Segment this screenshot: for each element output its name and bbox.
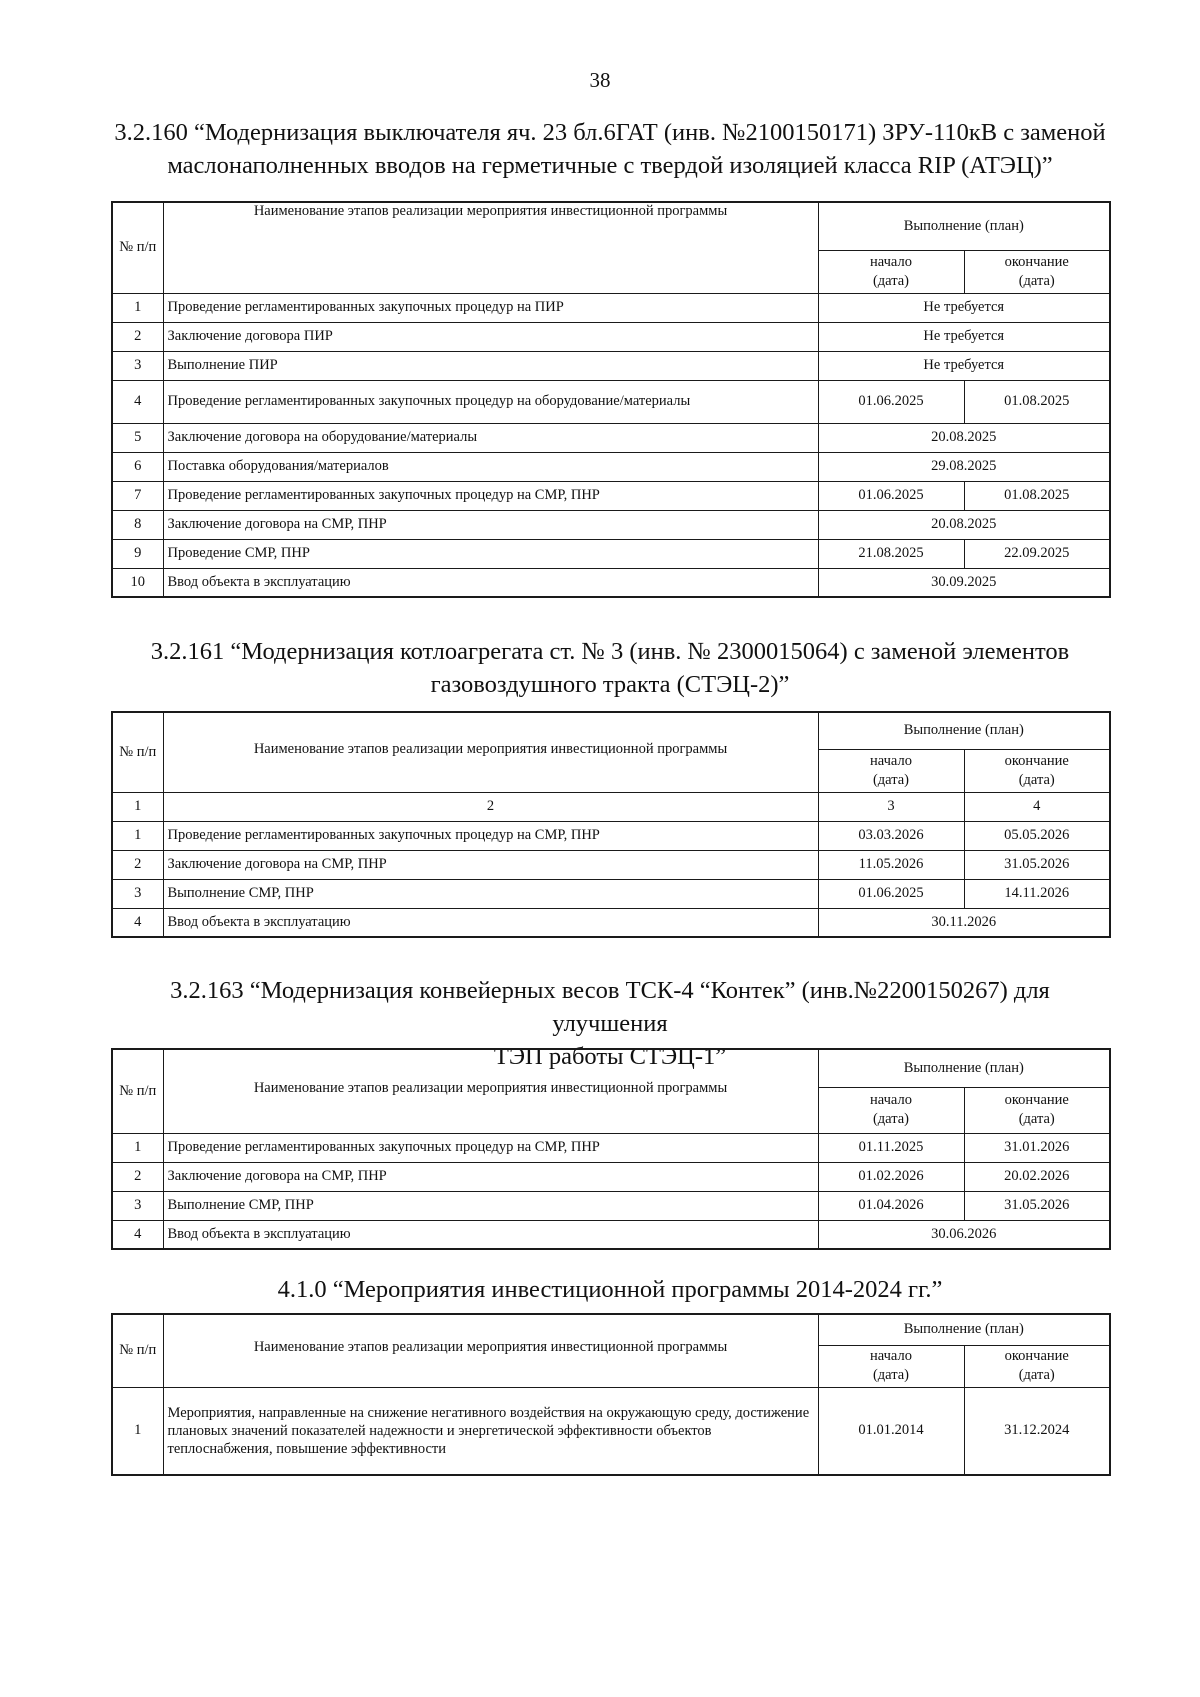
section-title-line: 3.2.161 “Модернизация котлоагрегата ст. № 3 (инв. № 2300015064) с заменой элементов (150, 638, 1070, 665)
stage-name: Проведение регламентированных закупочных процедур на ПИР (163, 293, 818, 322)
table-row (112, 380, 1110, 423)
table-row (112, 821, 1110, 850)
header-start-label: начало (870, 752, 912, 769)
row-number: 3 (112, 351, 163, 380)
row-number: 4 (112, 380, 163, 423)
header-num: № п/п (112, 1049, 163, 1133)
stage-name: Заключение договора на СМР, ПНР (163, 1162, 818, 1191)
stage-name: Мероприятия, направленные на снижение негативного воздействия на окружающую среду, достижение плановых значений показателей надежности и энергетической эффективности объектов теплоснабжения, повышение эффективности (163, 1387, 818, 1475)
section-title-line: маслонаполненных вводов на герметичные с твердой изоляцией класса RIP (АТЭЦ)” (167, 152, 1053, 179)
stage-name: Проведение регламентированных закупочных процедур на СМР, ПНР (163, 481, 818, 510)
header-end-hint: (дата) (1018, 1367, 1055, 1383)
stage-end-date: 31.05.2026 (964, 850, 1110, 879)
stage-merged-value: 29.08.2025 (818, 452, 1110, 481)
stage-merged-value: Не требуется (818, 293, 1110, 322)
row-number: 1 (112, 1387, 163, 1475)
stage-start-date: 01.01.2014 (818, 1387, 964, 1475)
header-start-label: начало (870, 1092, 912, 1108)
table-row (112, 322, 1110, 351)
header-execution: Выполнение (план) (818, 202, 1110, 250)
header-start-label: начало (870, 1348, 912, 1364)
table-row (112, 481, 1110, 510)
row-number: 2 (112, 850, 163, 879)
stage-name: Проведение регламентированных закупочных процедур на СМР, ПНР (163, 821, 818, 850)
row-number: 5 (112, 423, 163, 452)
stage-start-date: 01.06.2025 (818, 879, 964, 908)
table-row (112, 1191, 1110, 1220)
header-num: № п/п (112, 712, 163, 792)
stage-merged-value: 30.11.2026 (818, 908, 1110, 937)
table-row (112, 879, 1110, 908)
stage-end-date: 22.09.2025 (964, 539, 1110, 568)
row-number: 6 (112, 452, 163, 481)
row-number: 4 (112, 1220, 163, 1249)
header-end-hint: (дата) (1018, 1111, 1055, 1127)
header-end (964, 1345, 1110, 1387)
stage-merged-value: Не требуется (818, 351, 1110, 380)
header-start (818, 1345, 964, 1387)
stage-end-date: 14.11.2026 (964, 879, 1110, 908)
table-row (112, 423, 1110, 452)
section-title-4-1-0 (110, 1273, 1110, 1306)
stage-end-date: 20.02.2026 (964, 1162, 1110, 1191)
stage-end-date: 31.05.2026 (964, 1191, 1110, 1220)
table-row (112, 452, 1110, 481)
header-start (818, 749, 964, 792)
table-row (112, 293, 1110, 322)
stage-name: Выполнение СМР, ПНР (163, 879, 818, 908)
plan-table-3-2-161 (111, 711, 1111, 938)
stage-start-date: 01.04.2026 (818, 1191, 964, 1220)
header-start-hint: (дата) (872, 272, 910, 289)
section-title-line: 4.1.0 “Мероприятия инвестиционной программы 2014-2024 гг.” (277, 1276, 943, 1303)
stage-merged-value: 20.08.2025 (818, 510, 1110, 539)
column-number: 4 (964, 792, 1110, 821)
header-num: № п/п (112, 202, 163, 293)
stage-start-date: 01.02.2026 (818, 1162, 964, 1191)
stage-name: Заключение договора на СМР, ПНР (163, 850, 818, 879)
stage-start-date: 01.06.2025 (818, 380, 964, 423)
header-name: Наименование этапов реализации мероприятия инвестиционной программы (163, 1314, 818, 1387)
table-row (112, 510, 1110, 539)
header-start-hint: (дата) (872, 1367, 910, 1383)
header-start-label: начало (870, 253, 912, 270)
section-title-line: 3.2.160 “Модернизация выключателя яч. 23 бл.6ГАТ (инв. №2100150171) ЗРУ-110кВ с заменой (114, 119, 1106, 146)
header-start (818, 250, 964, 293)
stage-name: Заключение договора на оборудование/материалы (163, 423, 818, 452)
section-title-3-2-160 (110, 116, 1110, 182)
row-number: 1 (112, 1133, 163, 1162)
stage-name: Ввод объекта в эксплуатацию (163, 568, 818, 597)
stage-name: Ввод объекта в эксплуатацию (163, 1220, 818, 1249)
header-start-hint: (дата) (872, 1111, 910, 1127)
header-end-label: окончание (1004, 752, 1069, 769)
stage-name: Проведение СМР, ПНР (163, 539, 818, 568)
header-name: Наименование этапов реализации мероприятия инвестиционной программы (163, 202, 818, 293)
plan-table-3-2-163 (111, 1048, 1111, 1250)
row-number: 9 (112, 539, 163, 568)
column-number: 3 (818, 792, 964, 821)
stage-end-date: 05.05.2026 (964, 821, 1110, 850)
header-execution: Выполнение (план) (818, 712, 1110, 749)
row-number: 2 (112, 322, 163, 351)
row-number: 3 (112, 879, 163, 908)
stage-merged-value: 30.09.2025 (818, 568, 1110, 597)
stage-name: Ввод объекта в эксплуатацию (163, 908, 818, 937)
header-end-hint: (дата) (1018, 272, 1055, 289)
stage-start-date: 01.11.2025 (818, 1133, 964, 1162)
row-number: 8 (112, 510, 163, 539)
table-row (112, 850, 1110, 879)
plan-table-3-2-160 (111, 201, 1111, 598)
stage-name: Заключение договора ПИР (163, 322, 818, 351)
plan-table-4-1-0 (111, 1313, 1111, 1476)
stage-start-date: 21.08.2025 (818, 539, 964, 568)
stage-end-date: 01.08.2025 (964, 481, 1110, 510)
stage-merged-value: 30.06.2026 (818, 1220, 1110, 1249)
stage-merged-value: Не требуется (818, 322, 1110, 351)
table-row (112, 1220, 1110, 1249)
header-name: Наименование этапов реализации мероприятия инвестиционной программы (163, 1049, 818, 1133)
row-number: 4 (112, 908, 163, 937)
header-end-label: окончание (1004, 253, 1069, 270)
column-number: 1 (112, 792, 163, 821)
stage-name: Выполнение ПИР (163, 351, 818, 380)
row-number: 10 (112, 568, 163, 597)
stage-start-date: 01.06.2025 (818, 481, 964, 510)
table-row (112, 539, 1110, 568)
stage-name: Проведение регламентированных закупочных процедур на СМР, ПНР (163, 1133, 818, 1162)
stage-start-date: 11.05.2026 (818, 850, 964, 879)
section-title-line: газовоздушного тракта (СТЭЦ-2)” (430, 671, 790, 698)
stage-name: Поставка оборудования/материалов (163, 452, 818, 481)
table-row (112, 1387, 1110, 1475)
row-number: 2 (112, 1162, 163, 1191)
table-row (112, 1133, 1110, 1162)
stage-end-date: 01.08.2025 (964, 380, 1110, 423)
table-row (112, 568, 1110, 597)
section-title-line: ТЭП работы СТЭЦ-1” (493, 1043, 727, 1070)
row-number: 7 (112, 481, 163, 510)
header-name: Наименование этапов реализации мероприятия инвестиционной программы (163, 712, 818, 792)
stage-end-date: 31.12.2024 (964, 1387, 1110, 1475)
page-number: 38 (589, 68, 611, 92)
stage-end-date: 31.01.2026 (964, 1133, 1110, 1162)
header-start (818, 1087, 964, 1133)
stage-start-date: 03.03.2026 (818, 821, 964, 850)
header-start-hint: (дата) (872, 771, 910, 788)
header-end (964, 250, 1110, 293)
header-end-label: окончание (1004, 1348, 1069, 1364)
column-number-row (112, 792, 1110, 821)
row-number: 1 (112, 821, 163, 850)
section-title-3-2-161 (110, 635, 1110, 701)
header-end (964, 1087, 1110, 1133)
header-end (964, 749, 1110, 792)
row-number: 3 (112, 1191, 163, 1220)
column-number: 2 (163, 792, 818, 821)
stage-merged-value: 20.08.2025 (818, 423, 1110, 452)
header-num: № п/п (112, 1314, 163, 1387)
table-row (112, 908, 1110, 937)
header-end-label: окончание (1004, 1092, 1069, 1108)
header-execution: Выполнение (план) (818, 1314, 1110, 1345)
header-execution: Выполнение (план) (818, 1049, 1110, 1087)
row-number: 1 (112, 293, 163, 322)
stage-name: Заключение договора на СМР, ПНР (163, 510, 818, 539)
stage-name: Выполнение СМР, ПНР (163, 1191, 818, 1220)
header-end-hint: (дата) (1018, 771, 1055, 788)
table-row (112, 351, 1110, 380)
table-row (112, 1162, 1110, 1191)
section-title-line: 3.2.163 “Модернизация конвейерных весов ТСК-4 “Контек” (инв.№2200150267) для улучшения (170, 977, 1050, 1037)
stage-name: Проведение регламентированных закупочных процедур на оборудование/материалы (163, 380, 818, 423)
